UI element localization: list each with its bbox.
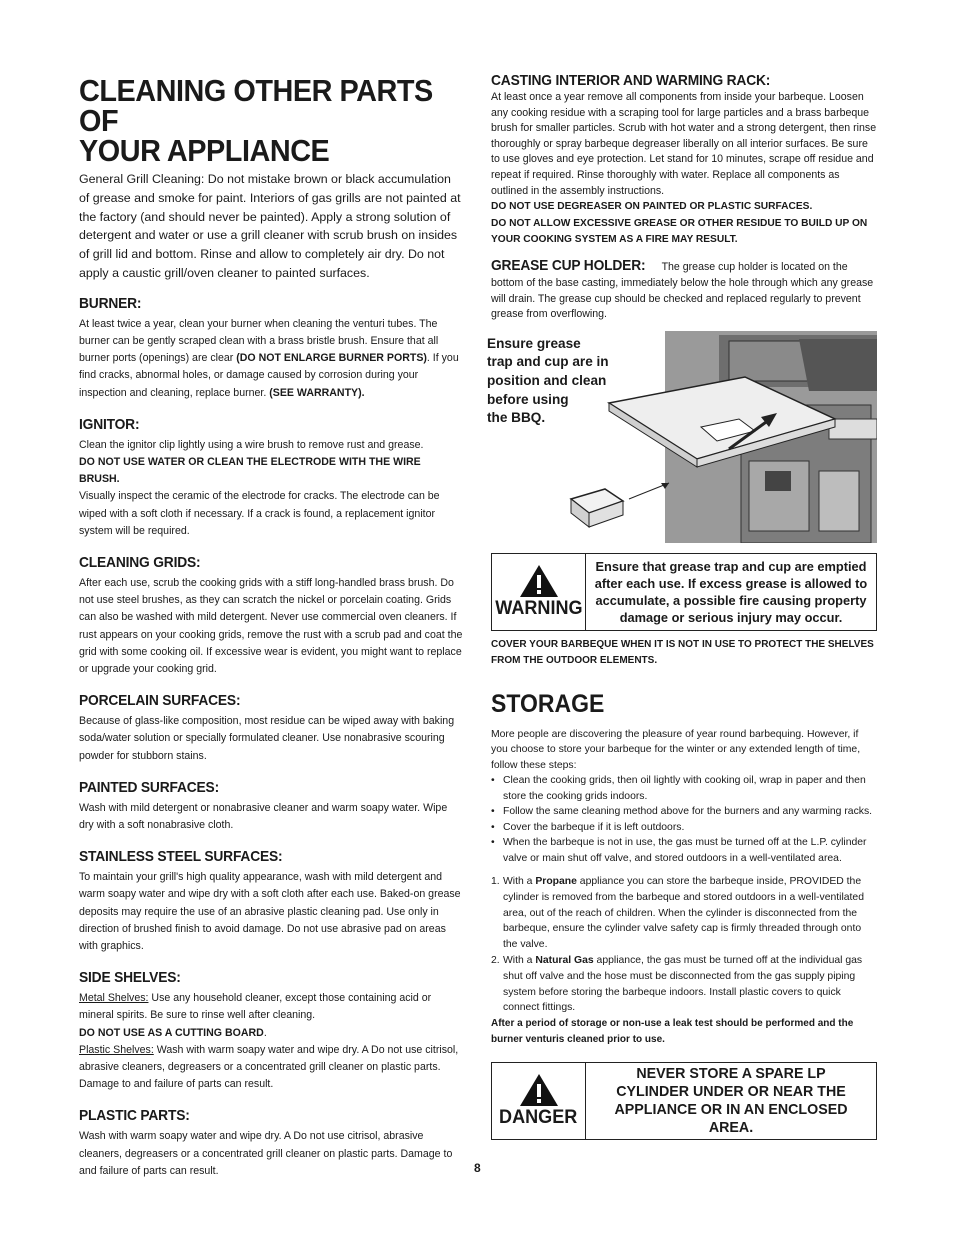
casting-heading: CASTING INTERIOR AND WARMING RACK: [491, 72, 771, 89]
cover-note: COVER YOUR BARBEQUE WHEN IT IS NOT IN USE TO PROTECT THE SHELVES FROM THE OUTDOOR ELEMENTS. [491, 638, 874, 667]
stainless-text: To maintain your grill's high quality appearance, wash with mild detergent and warm soapy water and wipe dry with a soft cloth after each use. Baked-on grease deposits may require the use of an abrasive plastic cleaning pad. Use only in direction of brushed finish to avoid damage. Do not use abrasive pad on areas with graphics. [79, 871, 461, 953]
general-cleaning-intro: General Grill Cleaning: Do not mistake brown or black accumulation of grease and smoke for paint. Interiors of gas grills are not painted at the factory (and should never be painted). Apply a strong solution of detergent and water or use a grill cleaner with scrub brush on insides of grill lid and bottom. Rinse and allow to completely air dry. Do not apply a caustic grill/oven cleaner to painted surfaces. [79, 172, 461, 280]
page-number: 8 [474, 1161, 481, 1175]
burner-text: At least twice a year, clean your burner when cleaning the venturi tubes. The burner can be gently scraped clean with a brass bristle brush. Ensure that all burner ports (openings) are clear (DO NOT ENLARGE BURNER PORTS). If you find cracks, abnormal holes, or damage caused by corrosion during your inspection and cleaning, replace burner. (SEE WARRANTY). [79, 317, 459, 399]
plastic-section [79, 1107, 464, 1180]
casting-warning-1: DO NOT USE DEGREASER ON PAINTED OR PLASTIC SURFACES. [491, 201, 813, 213]
right-column [487, 72, 877, 1140]
storage-numbered [491, 874, 877, 1016]
grill-illustration [569, 331, 877, 543]
casting-text: At least once a year remove all components from inside your barbeque. Loosen any cooking residue with a scraping tool for large particles and a brass barbeque brush for smaller particles. Scrub with hot water and a strong detergent, then rinse thoroughly or spray barbeque degreaser liberally on all interior surfaces. Be sure to use gloves and eye protection. Let stand for 10 minutes, scrape off residue and repeat if required. Rinse thoroughly with water. Replace all components as outlined in the assembly instructions. [491, 91, 877, 197]
porcelain-section [79, 692, 464, 765]
propane-item: 1. With a Propane appliance you can store the barbeque inside, PROVIDED the cylinder is removed from the barbeque and stored outdoors in a well-ventilated area, out of the reach of children. When the cylinder is disconnected from the barbeque, ensure the cylinder valve safety cap is firmly threaded through onto the valve. [491, 876, 864, 951]
casting-section [491, 72, 877, 248]
storage-section [491, 690, 877, 1049]
ignitor-text: Clean the ignitor clip lightly using a wire brush to remove rust and grease. DO NOT USE WATER OR CLEAN THE ELECTRODE WITH THE WIRE BRUSH. Visually inspect the ceramic of the electrode for cracks. The electrode can be wiped with a soft cloth if necessary. If a crack is found, a replacement ignitor system will be required. [79, 438, 440, 537]
painted-section [79, 779, 464, 834]
warning-triangle-icon [519, 564, 559, 598]
natural-gas-item: 2. With a Natural Gas appliance, the gas must be turned off at the individual gas shut off valve and the hose must be disconnected from the gas supply piping system before storing the barbeque indoors. Install plastic covers to quick connect fittings. [491, 955, 863, 1014]
porcelain-text: Because of glass-like composition, most residue can be wiped away with baking soda/water solution or specially formulated cleaner. Use nonabrasive scouring powder for stubborn stains. [79, 715, 455, 762]
danger-label: DANGER [499, 1107, 578, 1129]
plastic-heading: PLASTIC PARTS: [79, 1107, 190, 1125]
plastic-text: Wash with warm soapy water and wipe dry. A Do not use citrisol, abrasive cleaners, degreasers or a concentrated grill cleaner on plastic parts. Damage to and failure of parts can result. [79, 1130, 453, 1177]
page-title: CLEANING OTHER PARTS OF YOUR APPLIANCE [79, 73, 433, 168]
storage-intro: More people are discovering the pleasure of year round barbequing. However, if you choose to store your barbeque for the winter or any extended length of time, follow these steps: [491, 728, 861, 771]
grease-section [491, 258, 877, 322]
burner-heading: BURNER: [79, 294, 142, 312]
leak-test-note: After a period of storage or non-use a leak test should be performed and the burner venturis cleaned prior to use. [491, 1018, 854, 1046]
warning-label: WARNING [494, 597, 583, 619]
stainless-section [79, 848, 464, 955]
storage-step: • Cover the barbeque if it is left outdoors. [491, 820, 877, 836]
stainless-heading: STAINLESS STEEL SURFACES: [79, 848, 283, 866]
danger-triangle-icon [519, 1073, 559, 1107]
grease-trap-figure [487, 331, 877, 545]
burner-section [79, 295, 464, 402]
left-column [79, 72, 464, 1180]
shelves-heading: SIDE SHELVES: [79, 969, 181, 987]
ignitor-section [79, 416, 464, 540]
storage-steps [491, 773, 877, 866]
metal-shelves-text: Metal Shelves: Use any household cleaner, except those containing acid or mineral spirits. Be sure to rinse well after cleaning. DO NOT USE AS A CUTTING BOARD. Plastic Shelves: Wash with warm soapy water and wipe dry. A Do not use citrisol, abrasive cleaners, degreasers or a concentrated grill cleaner on plastic parts. Damage to and failure of parts can result. [79, 992, 459, 1091]
grids-text: After each use, scrub the cooking grids with a stiff long-handled brass brush. Do not use steel brushes, as they can scratch the nickel or porcelain coating. Grids can also be washed with mild detergent. Never use commercial oven cleaners. If rust appears on your cooking grids, remove the rust with a scrub pad and coat the grid with some cooking oil. If excessive wear is evident, you might want to replace or upgrade your cooking grid. [79, 577, 463, 676]
danger-text: NEVER STORE A SPARE LP CYLINDER UNDER OR NEAR THE APPLIANCE OR IN AN ENCLOSED AREA. [614, 1065, 848, 1137]
grids-heading: CLEANING GRIDS: [79, 554, 201, 572]
shelves-section [79, 969, 464, 1093]
casting-warning-2: DO NOT ALLOW EXCESSIVE GREASE OR OTHER RESIDUE TO BUILD UP ON YOUR COOKING SYSTEM AS A FIRE MAY RESULT. [491, 217, 868, 245]
storage-heading: STORAGE [491, 689, 605, 718]
ignitor-heading: IGNITOR: [79, 415, 140, 433]
painted-heading: PAINTED SURFACES: [79, 778, 219, 796]
figure-caption: Ensure grease trap and cup are in position and clean before using the BBQ. [487, 335, 609, 426]
warning-text: Ensure that grease trap and cup are emptied after each use. If excess grease is allowed to accumulate, a possible fire causing property damage or serious injury may occur. [594, 558, 868, 625]
warning-box [491, 553, 877, 631]
painted-text: Wash with mild detergent or nonabrasive cleaner and warm soapy water. Wipe dry with a soft nonabrasive cloth. [79, 801, 448, 832]
warning-label-panel [492, 554, 586, 630]
grease-text: GREASE CUP HOLDER: The grease cup holder is located on the bottom of the base casting, immediately below the hole through which any grease will drain. The grease cup should be checked and replaced regularly to prevent grease from overflowing. [491, 257, 874, 321]
danger-label-panel [492, 1063, 586, 1139]
grease-heading: GREASE CUP HOLDER: [491, 257, 646, 275]
porcelain-heading: PORCELAIN SURFACES: [79, 692, 241, 710]
grids-section [79, 554, 464, 678]
danger-box [491, 1062, 877, 1140]
storage-step: • Follow the same cleaning method above for the burners and any warming racks. [491, 804, 877, 820]
storage-step: • Clean the cooking grids, then oil lightly with cooking oil, wrap in paper and then store the cooking grids indoors. [491, 773, 877, 804]
storage-step: • When the barbeque is not in use, the gas must be turned off at the L.P. cylinder valve or main shut off valve, and stored outdoors in a well-ventilated area. [491, 835, 877, 866]
